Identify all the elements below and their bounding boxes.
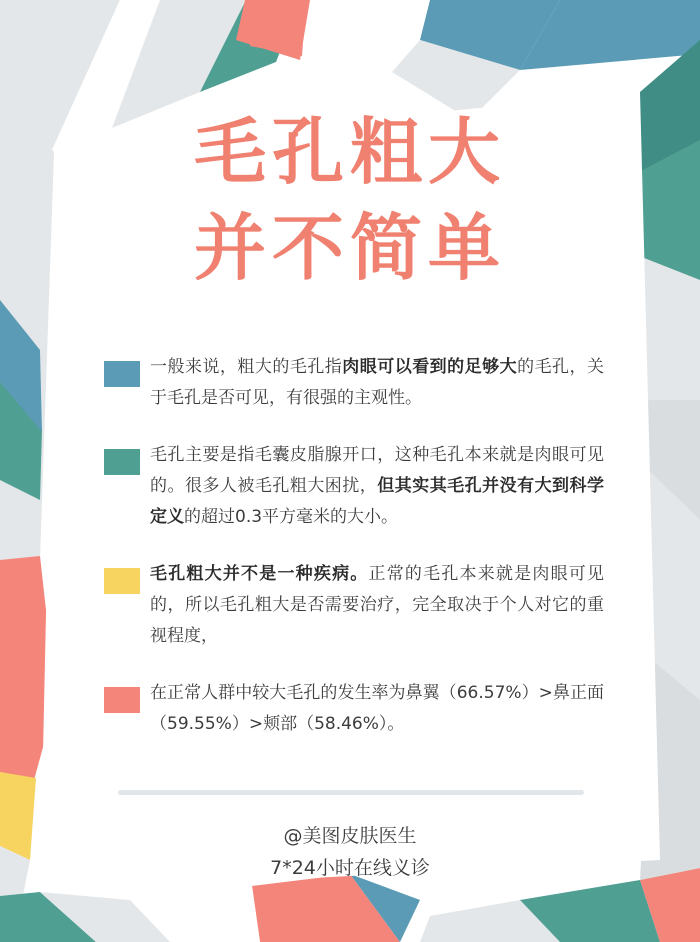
point-text-4: 在正常人群中较大毛孔的发生率为鼻翼（66.57%）>鼻正面（59.55%）>颊部（58.46%）。 <box>150 683 604 734</box>
bullet-swatch-yellow <box>104 568 140 594</box>
point-text-2: 毛孔主要是指毛囊皮脂腺开口，这种毛孔本来就是肉眼可见的。很多人被毛孔粗大困扰，但其实其毛孔并没有大到科学定义的超过0.3平方毫米的大小。 <box>150 445 605 527</box>
point-text-1: 一般来说，粗大的毛孔指肉眼可以看到的足够大的毛孔，关于毛孔是否可见，有很强的主观性。 <box>150 357 605 408</box>
points-list <box>104 352 604 766</box>
title-line-1: 毛孔粗大 <box>193 110 506 194</box>
title-line-2: 并不简单 <box>193 206 506 290</box>
footer-tagline: 7*24小时在线义诊 <box>270 857 430 879</box>
list-item <box>104 440 604 533</box>
bullet-swatch-coral <box>104 687 140 713</box>
list-item <box>104 678 604 740</box>
bullet-swatch-teal <box>104 449 140 475</box>
footer-account: @美图皮肤医生 <box>283 825 417 847</box>
poster-footer <box>0 820 700 884</box>
footer-divider <box>118 790 584 795</box>
bullet-swatch-blue <box>104 361 140 387</box>
poster-title <box>0 104 700 296</box>
point-text-3: 毛孔粗大并不是一种疾病。正常的毛孔本来就是肉眼可见的，所以毛孔粗大是否需要治疗，完全取决于个人对它的重视程度， <box>150 564 604 646</box>
list-item <box>104 559 604 652</box>
list-item <box>104 352 604 414</box>
